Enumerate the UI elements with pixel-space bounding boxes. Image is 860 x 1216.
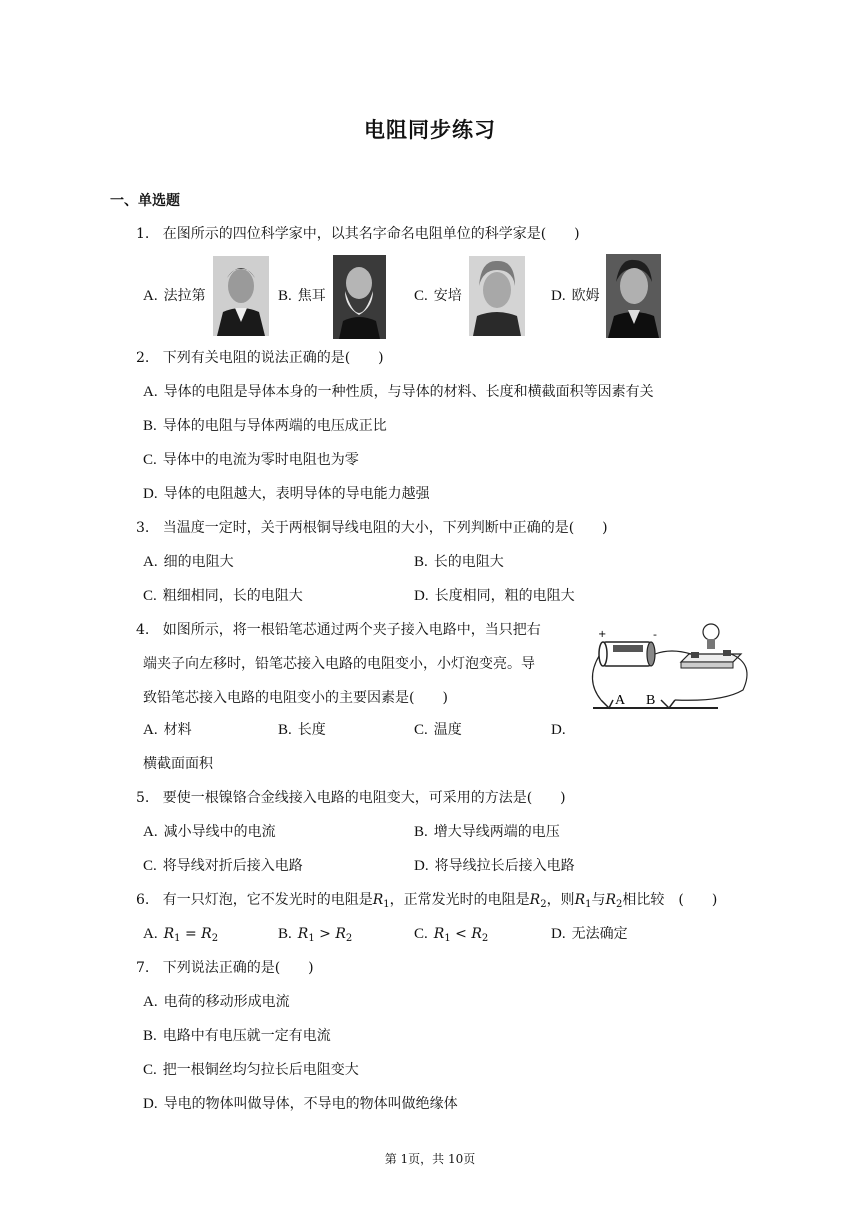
option-label: A. [143, 824, 158, 840]
option-text: 导体的电阻越大，表明导体的导电能力越强 [163, 486, 430, 502]
option-label: A. [143, 722, 158, 738]
question-number: 3. [136, 520, 150, 536]
option-label: B. [278, 722, 292, 738]
clip-a-icon [601, 700, 613, 708]
option-label: C. [143, 588, 157, 604]
q7-option-b[interactable] [143, 1026, 331, 1046]
q1-option-b[interactable] [278, 286, 326, 306]
question-text-line1: 如图所示，将一根铅笔芯通过两个夹子接入电路中，当只把右 [162, 622, 541, 638]
q2-option-b[interactable] [143, 416, 387, 436]
question-4-line2: 端夹子向左移时，铅笔芯接入电路的电阻变小，小灯泡变亮。导 [143, 656, 535, 672]
q4-option-d-label[interactable] [551, 720, 572, 740]
option-text: 电荷的移动形成电流 [163, 994, 290, 1010]
section-heading: 一、单选题 [110, 193, 180, 209]
question-2 [136, 348, 384, 368]
question-number: 1. [136, 226, 150, 242]
q1-option-a[interactable] [143, 286, 206, 306]
option-text: 把一根铜丝均匀拉长后电阻变大 [162, 1062, 359, 1078]
q3-option-b[interactable] [414, 552, 504, 572]
math-r1: $R_1$ [372, 892, 390, 910]
option-label: D. [414, 858, 429, 874]
option-label: B. [278, 288, 292, 304]
clip-a-label: A [615, 693, 626, 708]
q6-option-c[interactable] [414, 924, 488, 949]
math-r2: $R_2$ [529, 892, 547, 910]
q2-option-c[interactable] [143, 450, 359, 470]
pencil-lead-circuit-figure [583, 620, 753, 718]
scientist-portrait-ampere [469, 256, 525, 336]
question-number: 5. [136, 790, 150, 806]
q7-option-a[interactable] [143, 992, 290, 1012]
q7-option-c[interactable] [143, 1060, 359, 1080]
option-label: D. [551, 722, 566, 738]
q7-option-d[interactable] [143, 1094, 458, 1114]
q4-option-d-text: 横截面面积 [143, 756, 213, 772]
question-text: 下列说法正确的是( ) [162, 960, 314, 976]
option-text: 长度 [297, 722, 326, 738]
question-5 [136, 788, 566, 808]
page-title: 电阻同步练习 [364, 118, 496, 142]
option-label: C. [143, 1062, 157, 1078]
page-footer: 第 1页，共 10页 [384, 1152, 476, 1166]
option-label: C. [414, 288, 428, 304]
question-text-part4: 与 [591, 892, 606, 908]
scientist-portrait-faraday [213, 256, 269, 336]
option-label: A. [143, 554, 158, 570]
question-text: 当温度一定时，关于两根铜导线电阻的大小，下列判断中正确的是( ) [162, 520, 608, 536]
option-label: C. [143, 452, 157, 468]
option-label: D. [551, 926, 566, 942]
question-3 [136, 518, 608, 538]
option-label: B. [414, 824, 428, 840]
scientist-portrait-ohm [606, 254, 661, 338]
math-r2: $R_2$ [605, 892, 623, 910]
scientist-portrait-joule [333, 255, 386, 339]
option-text: 材料 [163, 722, 192, 738]
q4-option-a[interactable] [143, 720, 192, 740]
bulb-icon [703, 624, 719, 640]
plus-sign: + [598, 629, 607, 640]
question-text-part5: 相比较 ( ) [622, 892, 718, 908]
option-label: D. [143, 486, 158, 502]
q5-option-c[interactable] [143, 856, 303, 876]
q6-option-d[interactable] [551, 924, 628, 944]
option-text: 电路中有电压就一定有电流 [162, 1028, 331, 1044]
option-label: D. [551, 288, 566, 304]
question-4-line3: 致铅笔芯接入电路的电阻变小的主要因素是( ) [143, 690, 448, 706]
q1-option-c[interactable] [414, 286, 462, 306]
option-math: $R_1 < R_2$ [433, 926, 489, 944]
question-4 [136, 620, 541, 640]
option-label: B. [143, 1028, 157, 1044]
option-label: C. [414, 722, 428, 738]
option-math: $R_1 = R_2$ [163, 926, 219, 944]
option-text: 法拉第 [163, 288, 206, 304]
q1-option-d[interactable] [551, 286, 600, 306]
q5-option-d[interactable] [414, 856, 575, 876]
question-text-part1: 有一只灯泡，它不发光时的电阻是 [162, 892, 373, 908]
question-text-part2: ，正常发光时的电阻是 [389, 892, 530, 908]
q2-option-d[interactable] [143, 484, 430, 504]
option-text: 减小导线中的电流 [163, 824, 276, 840]
q6-option-b[interactable] [278, 924, 352, 949]
option-text: 导体中的电流为零时电阻也为零 [162, 452, 359, 468]
q4-option-c[interactable] [414, 720, 462, 740]
q2-option-a[interactable] [143, 382, 654, 402]
question-text: 要使一根镍铬合金线接入电路的电阻变大，可采用的方法是( ) [162, 790, 566, 806]
option-text: 安培 [433, 288, 462, 304]
option-text: 增大导线两端的电压 [433, 824, 560, 840]
minus-sign: - [653, 628, 657, 641]
option-label: B. [278, 926, 292, 942]
option-text: 导体的电阻与导体两端的电压成正比 [162, 418, 387, 434]
option-text: 将导线对折后接入电路 [162, 858, 303, 874]
question-text: 下列有关电阻的说法正确的是( ) [162, 350, 384, 366]
option-text: 欧姆 [571, 288, 600, 304]
option-label: C. [414, 926, 428, 942]
question-number: 2. [136, 350, 150, 366]
option-label: D. [143, 1096, 158, 1112]
option-text: 焦耳 [297, 288, 326, 304]
option-label: C. [143, 858, 157, 874]
question-number: 7. [136, 960, 150, 976]
question-7 [136, 958, 314, 978]
option-text: 温度 [433, 722, 462, 738]
math-r1: $R_1$ [574, 892, 592, 910]
q3-option-c[interactable] [143, 586, 303, 606]
q4-option-b[interactable] [278, 720, 326, 740]
q3-option-a[interactable] [143, 552, 234, 572]
question-text: 在图所示的四位科学家中，以其名字命名电阻单位的科学家是( ) [162, 226, 580, 242]
option-math: $R_1 > R_2$ [297, 926, 353, 944]
option-text: 长度相同，粗的电阻大 [434, 588, 575, 604]
question-1 [136, 224, 580, 244]
option-label: D. [414, 588, 429, 604]
option-text: 长的电阻大 [433, 554, 504, 570]
question-text-part3: ，则 [546, 892, 575, 908]
clip-b-label: B [646, 693, 656, 708]
option-label: A. [143, 288, 158, 304]
option-label: A. [143, 384, 158, 400]
clip-b-icon [661, 700, 675, 708]
q6-option-a[interactable] [143, 924, 218, 949]
option-text: 无法确定 [571, 926, 628, 942]
question-6 [136, 890, 717, 915]
q3-option-d[interactable] [414, 586, 575, 606]
q5-option-b[interactable] [414, 822, 560, 842]
option-text: 导体的电阻是导体本身的一种性质，与导体的材料、长度和横截面积等因素有关 [163, 384, 654, 400]
option-text: 将导线拉长后接入电路 [434, 858, 575, 874]
option-label: A. [143, 994, 158, 1010]
question-number: 6. [136, 892, 150, 908]
option-text: 粗细相同，长的电阻大 [162, 588, 303, 604]
option-label: B. [143, 418, 157, 434]
option-text: 细的电阻大 [163, 554, 234, 570]
q5-option-a[interactable] [143, 822, 276, 842]
option-label: A. [143, 926, 158, 942]
question-number: 4. [136, 622, 150, 638]
option-text: 导电的物体叫做导体，不导电的物体叫做绝缘体 [163, 1096, 458, 1112]
option-label: B. [414, 554, 428, 570]
